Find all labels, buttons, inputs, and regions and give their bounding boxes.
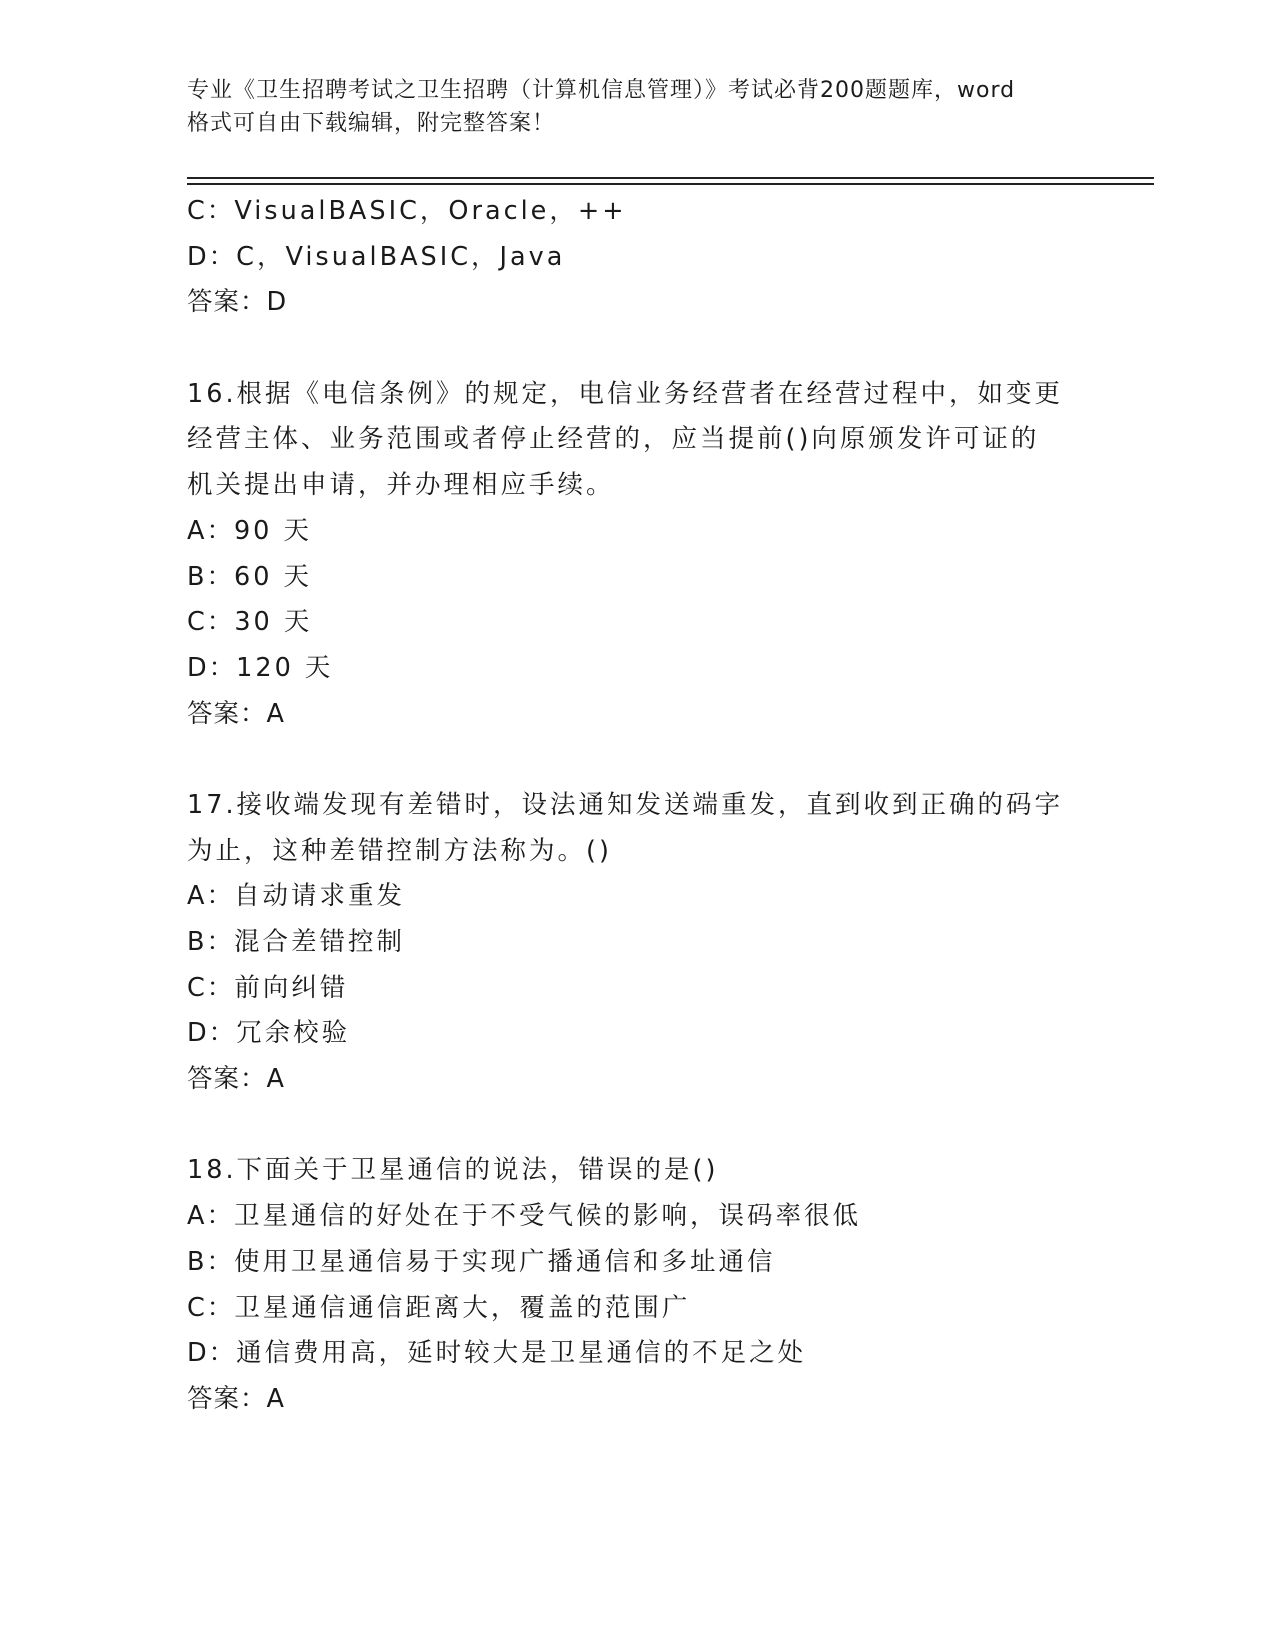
option-label: C：: [187, 972, 235, 1003]
option-label: C：: [187, 607, 235, 638]
option-d: [187, 646, 1117, 692]
option-text: 卫星通信的好处在于不受气候的影响，误码率很低: [233, 1201, 861, 1232]
question-content: [187, 189, 1117, 1423]
option-c: [187, 966, 1117, 1012]
option-label: A：: [187, 1201, 234, 1232]
option-text: 使用卫星通信易于实现广播通信和多址通信: [234, 1246, 776, 1277]
option-a: [187, 874, 1117, 920]
option-label: C：: [187, 1292, 235, 1323]
spacer: [187, 1103, 1117, 1149]
spacer: [187, 737, 1117, 783]
option-label: D：: [187, 1338, 237, 1369]
option-text: 90 天: [233, 515, 313, 546]
option-text: 卫星通信通信距离大，覆盖的范围广: [234, 1292, 691, 1323]
option-text: C，VisualBASIC，Java: [236, 241, 566, 272]
option-text: 自动请求重发: [233, 881, 405, 912]
question-16-stem-line-3: 机关提出申请，并办理相应手续。: [187, 470, 615, 501]
header-line-1: 专业《卫生招聘考试之卫生招聘（计算机信息管理）》考试必背200题题库，word: [187, 78, 1016, 103]
option-d: [187, 235, 1117, 281]
option-label: A：: [187, 515, 234, 546]
header-rule-bottom: [187, 183, 1154, 185]
answer: 答案：D: [187, 287, 288, 318]
option-text: VisualBASIC，Oracle，++: [234, 196, 627, 226]
document-header: [187, 74, 1087, 140]
option-a: [187, 509, 1117, 555]
question-17-stem-line-1: 17.接收端发现有差错时，设法通知发送端重发，直到收到正确的码字: [187, 789, 1064, 820]
question-16-stem-line-2: 经营主体、业务范围或者停止经营的，应当提前()向原颁发许可证的: [187, 424, 1040, 455]
option-label: D：: [187, 652, 237, 683]
option-label: A：: [187, 881, 234, 912]
option-c: [187, 600, 1117, 646]
question-16-stem-line-1: 16.根据《电信条例》的规定，电信业务经营者在经营过程中，如变更: [187, 378, 1064, 409]
option-text: 前向纠错: [234, 972, 349, 1003]
option-text: 混合差错控制: [234, 927, 406, 957]
option-d: [187, 1011, 1117, 1057]
option-text: 60 天: [234, 561, 313, 592]
option-d: [187, 1331, 1117, 1377]
option-label: D：: [187, 1018, 237, 1049]
answer: 答案：A: [187, 1064, 285, 1095]
option-label: D：: [187, 241, 237, 272]
option-b: [187, 555, 1117, 601]
header-rule-top: [187, 177, 1154, 179]
option-label: C：: [187, 196, 235, 226]
option-label: B：: [187, 1246, 234, 1277]
option-label: B：: [187, 927, 234, 957]
option-text: 通信费用高，延时较大是卫星通信的不足之处: [236, 1338, 807, 1369]
option-b: [187, 1240, 1117, 1286]
question-18-stem-line-1: 18.下面关于卫星通信的说法，错误的是(): [187, 1155, 719, 1186]
option-c: [187, 189, 1117, 235]
option-text: 120 天: [236, 652, 334, 683]
answer: 答案：A: [187, 1383, 285, 1414]
option-label: B：: [187, 561, 234, 592]
option-a: [187, 1194, 1117, 1240]
option-text: 30 天: [234, 607, 313, 638]
answer: 答案：A: [187, 698, 285, 729]
spacer: [187, 326, 1117, 372]
option-b: [187, 920, 1117, 966]
option-c: [187, 1286, 1117, 1332]
option-text: 冗余校验: [236, 1018, 351, 1049]
header-line-2: 格式可自由下载编辑，附完整答案！: [187, 111, 556, 136]
question-17-stem-line-2: 为止，这种差错控制方法称为。(): [187, 835, 612, 866]
